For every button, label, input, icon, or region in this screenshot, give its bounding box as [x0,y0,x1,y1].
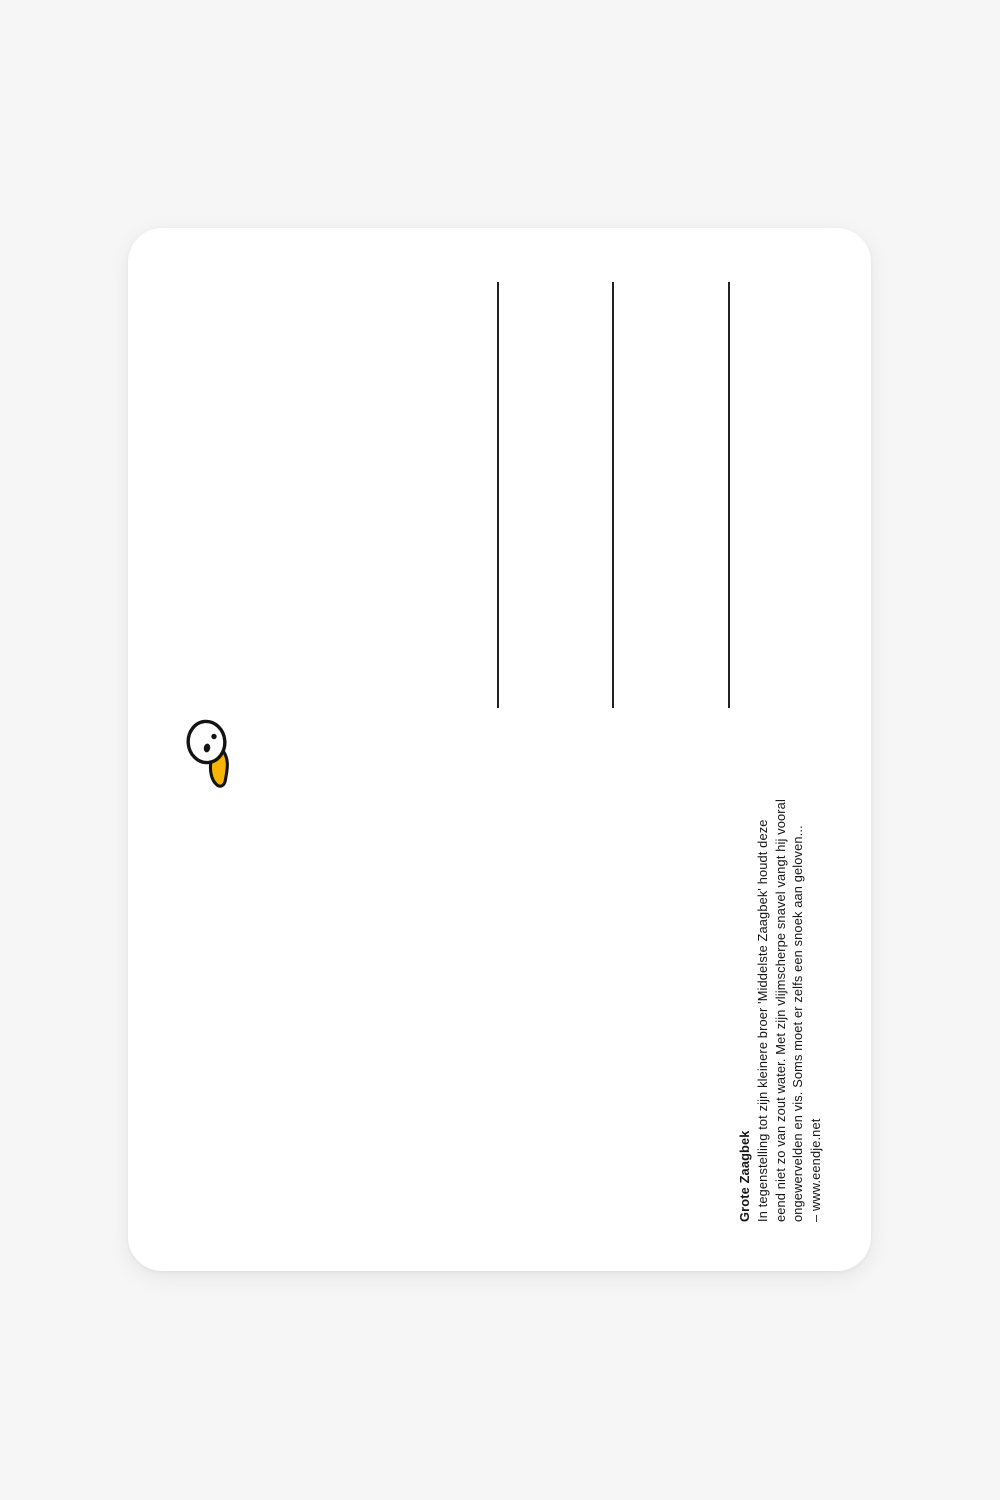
address-writing-line [612,282,614,708]
postcard-back [128,228,871,1271]
address-writing-line [728,282,730,708]
species-description-line: ongewervelden en vis. Soms moet er zelfs een snoek aan geloven... [790,825,806,1222]
species-title: Grote Zaagbek [737,1130,752,1222]
website-credit: – www.eendje.net [808,1118,824,1222]
species-description-line: In tegenstelling tot zijn kleinere broer 'Middelste Zaagbek' houdt deze [754,819,770,1222]
species-description-line: eend niet zo van zout water. Met zijn vlijmscherpe snavel vangt hij vooral [772,799,788,1222]
species-caption [736,799,825,1222]
address-writing-line [497,282,499,708]
duck-logo-icon [184,718,236,790]
